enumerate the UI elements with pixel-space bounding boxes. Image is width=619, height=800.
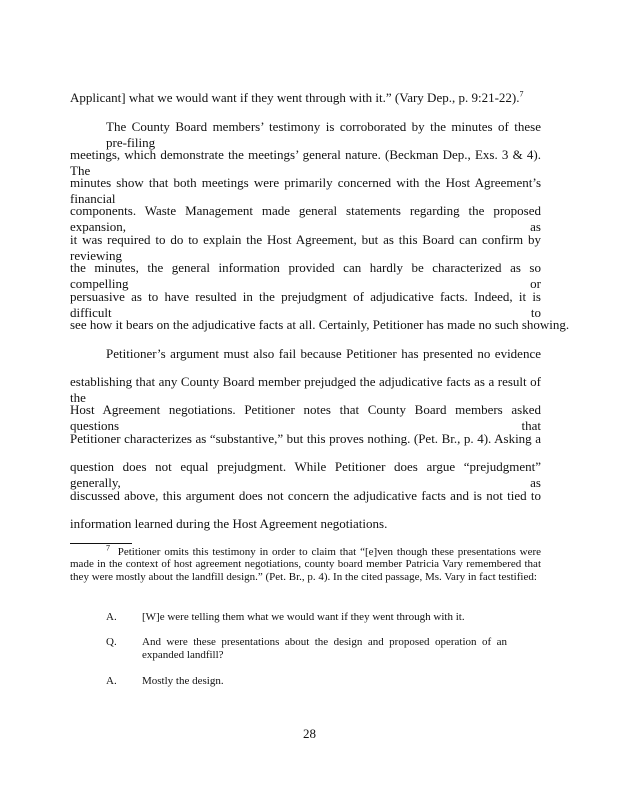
body-line: see how it bears on the adjudicative facts at all. Certainly, Petitioner has made no such showing.	[70, 317, 570, 332]
footnote-number: 7	[106, 543, 110, 553]
body-line	[70, 90, 541, 106]
body-line: Petitioner’s argument must also fail because Petitioner has presented no evidence	[106, 346, 541, 361]
page-number: 28	[303, 726, 316, 741]
footnote-paragraph	[70, 543, 542, 583]
qa-label: A.	[106, 611, 117, 623]
body-line: Petitioner characterizes as “substantive,” but this proves nothing. (Pet. Br., p. 4). Asking a	[70, 431, 541, 446]
body-line: the minutes, the general information provided can hardly be characterized as so compelling or	[70, 260, 541, 291]
qa-label: A.	[106, 675, 117, 687]
footnote-ref[interactable]: 7	[519, 89, 524, 99]
line-text: Applicant] what we would want if they went through with it.” (Vary Dep., p. 9:21-22).	[70, 90, 520, 105]
body-line: Host Agreement negotiations. Petitioner notes that County Board members asked questions that	[70, 402, 541, 433]
body-line: it was required to do to explain the Host Agreement, but as this Board can confirm by reviewing	[70, 232, 541, 263]
qa-text: Mostly the design.	[142, 675, 224, 687]
qa-label: Q.	[106, 636, 117, 648]
body-line: information learned during the Host Agreement negotiations.	[70, 516, 388, 531]
footnote-text: Petitioner omits this testimony in order to claim that “[e]ven though these presentations were made in the context of host agreement negotiations, county board member Patricia Vary remembered that they were mostly about the landfill design.” (Pet. Br., p. 4). In the cited passage, Ms. Vary in fact testified:	[70, 546, 542, 583]
body-line: meetings, which demonstrate the meetings’ general nature. (Beckman Dep., Exs. 3 & 4). The	[70, 147, 541, 178]
footnote	[70, 543, 542, 583]
body-line: components. Waste Management made general statements regarding the proposed expansion, as	[70, 203, 541, 234]
footnote-divider	[70, 543, 132, 544]
body-line: discussed above, this argument does not concern the adjudicative facts and is not tied to	[70, 488, 541, 503]
qa-text: And were these presentations about the design and proposed operation of an expanded landfill?	[142, 636, 507, 661]
body-line: The County Board members’ testimony is corroborated by the minutes of these pre-filing	[106, 119, 541, 150]
body-line: question does not equal prejudgment. While Petitioner does argue “prejudgment” generally, as	[70, 459, 541, 490]
body-line: persuasive as to have resulted in the prejudgment of adjudicative facts. Indeed, it is difficult to	[70, 289, 541, 320]
qa-text: [W]e were telling them what we would want if they went through with it.	[142, 611, 465, 623]
body-line: minutes show that both meetings were primarily concerned with the Host Agreement’s financial	[70, 175, 541, 206]
body-line: establishing that any County Board member prejudged the adjudicative facts as a result of the	[70, 374, 541, 405]
